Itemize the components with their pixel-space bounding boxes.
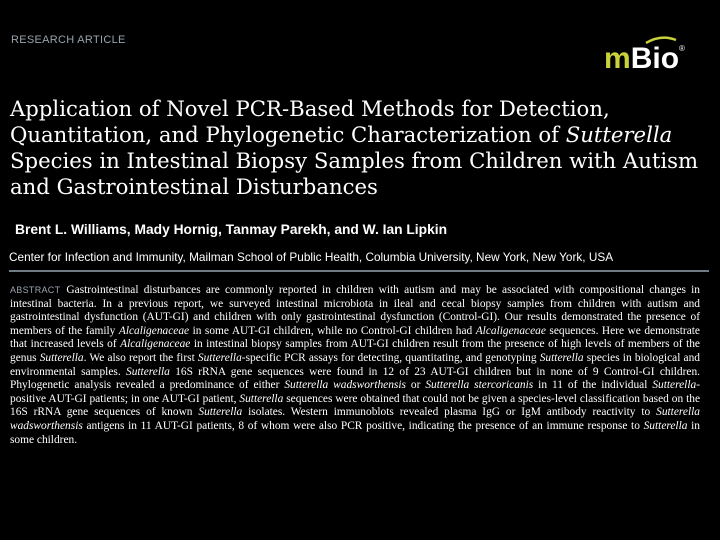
affiliation: Center for Infection and Immunity, Mailman School of Public Health, Columbia University, New York, New York, USA [9, 250, 614, 264]
logo-m: m [604, 42, 631, 75]
abstract [10, 284, 700, 447]
divider-rule [9, 270, 709, 272]
logo-swoosh-icon [644, 36, 678, 44]
article-type-label: RESEARCH ARTICLE [11, 34, 126, 46]
author-list: Brent L. Williams, Mady Hornig, Tanmay Parekh, and W. Ian Lipkin [15, 222, 448, 237]
logo-bio: Bio [630, 42, 680, 75]
journal-logo [604, 44, 685, 74]
abstract-text: Gastrointestinal disturbances are commonly reported in children with autism and may be associated with compositional changes in intestinal bacteria. In a previous report, we surveyed intestinal microbiota in ileal and cecal biopsy samples from children with autism and gastrointestinal dysfunction (AUT-GI) and children with only gastrointestinal dysfunction (Control-GI). Our results demonstrated the presence of members of the family Alcaligenaceae in some AUT-GI children, while no Control-GI children had Alcaligenaceae sequences. Here we demonstrate that increased levels of Alcaligenaceae in intestinal biopsy samples from AUT-GI children result from the presence of high levels of members of the genus Sutterella. We also report the first Sutterella-specific PCR assays for detecting, quantitating, and genotyping Sutterella species in biological and environmental samples. Sutterella 16S rRNA gene sequences were found in 12 of 23 AUT-GI children but in none of 9 Control-GI children. Phylogenetic analysis revealed a predominance of either Sutterella wadsworthensis or Sutterella stercoricanis in 11 of the individual Sutterella-positive AUT-GI patients; in one AUT-GI patient, Sutterella sequences were obtained that could not be given a species-level classification based on the 16S rRNA gene sequences of known Sutterella isolates. Western immunoblots revealed plasma IgG or IgM antibody reactivity to Sutterella wadsworthensis antigens in 11 AUT-GI patients, 8 of whom were also PCR positive, indicating the presence of an immune response to Sutterella in some children. [10, 284, 701, 446]
paper-title: Application of Novel PCR-Based Methods for Detection, Quantitation, and Phylogenetic Characterization of Sutterella Species in Intestinal Biopsy Samples from Children with Autism and Gastrointestinal Disturbances [10, 96, 699, 199]
logo-registered: ® [679, 44, 685, 53]
abstract-label: ABSTRACT [10, 285, 61, 295]
